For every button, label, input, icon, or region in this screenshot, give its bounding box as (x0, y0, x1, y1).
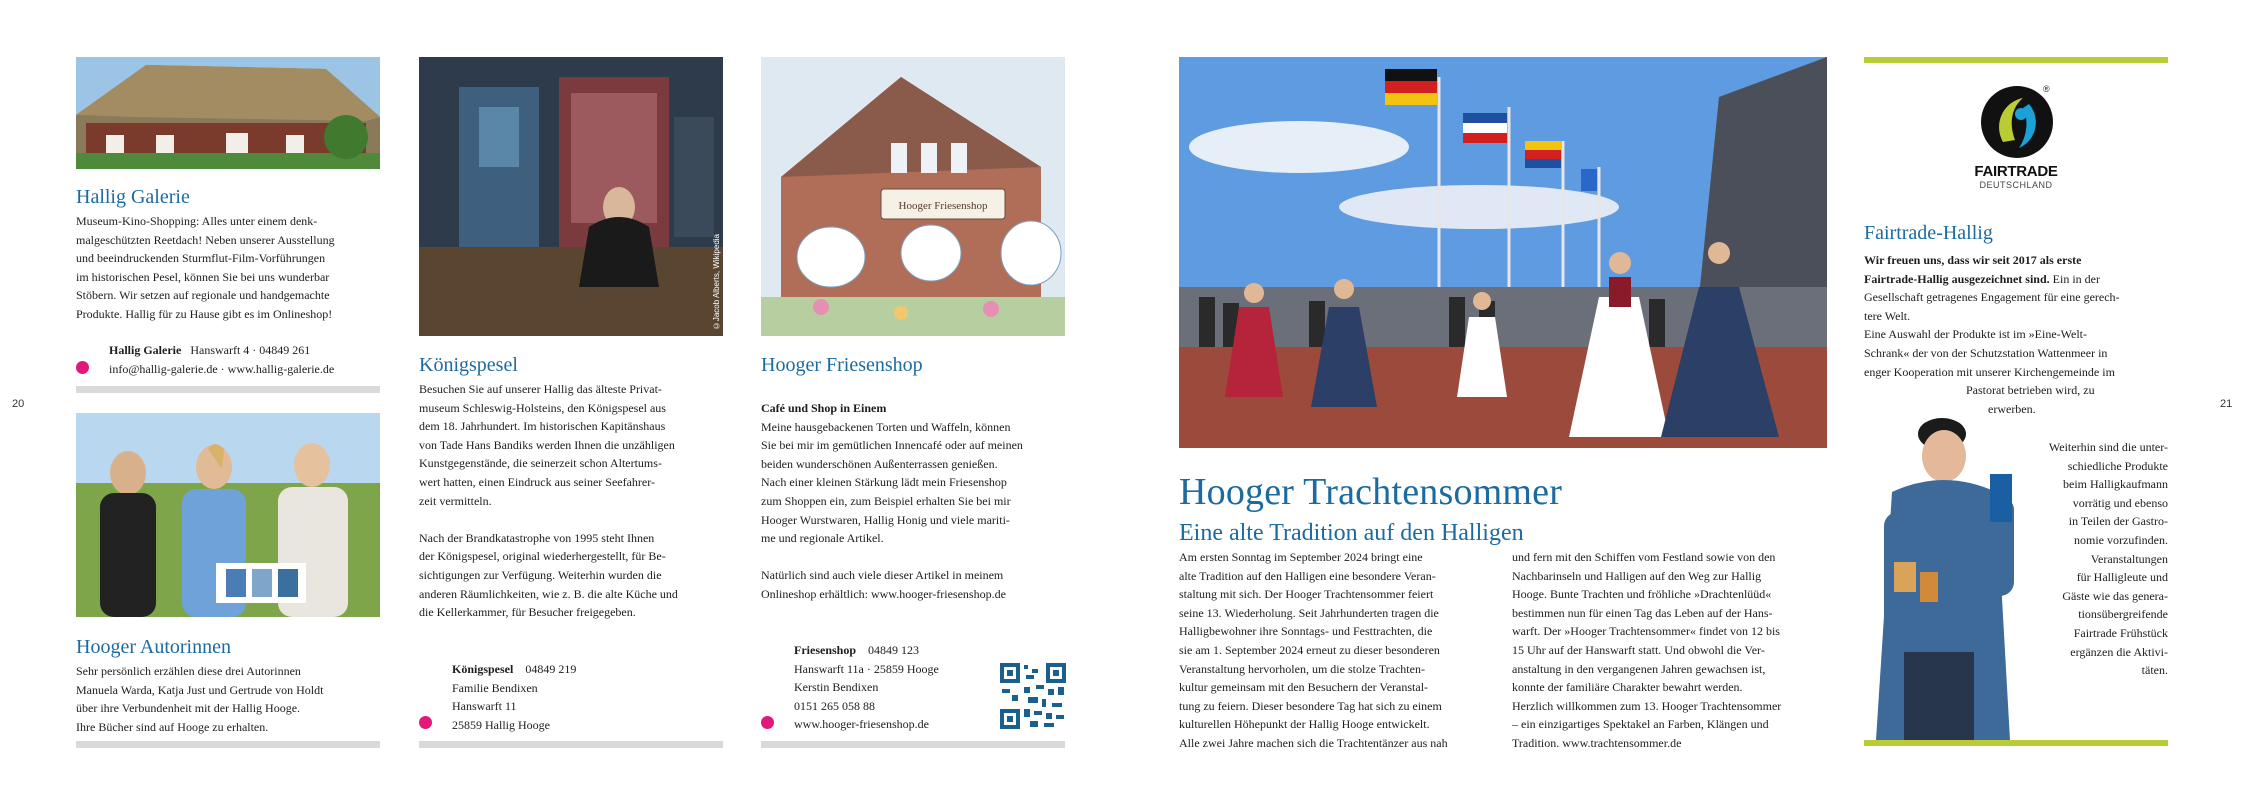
koenigspesel-line: zeit vermitteln. (419, 493, 492, 508)
friesenshop-line: me und regionale Artikel. (761, 531, 884, 546)
koenigspesel-contact-line: Hanswarft 11 (452, 699, 517, 714)
koenigspesel-contact-line: 25859 Hallig Hooge (452, 717, 550, 732)
autorinnen-line: Manuela Warda, Katja Just und Gertrude von Holdt (76, 682, 324, 697)
trachten-line: seine 13. Wiederholung. Seit Jahrhunderten tragen die (1179, 605, 1439, 620)
trachten-line: warft. Der »Hooger Trachtensommer« findet von 12 bis (1512, 624, 1780, 639)
fairtrade-line: tionsübergreifende (2078, 607, 2168, 622)
fairtrade-line: enger Kooperation mit unserer Kirchengemeinde im (1864, 364, 2115, 379)
trachten-col2 (1512, 548, 1842, 753)
koenigspesel-contact-name: Königspesel (452, 662, 514, 676)
trachtensommer-photo (1179, 57, 1827, 448)
fairtrade-logo-country: DEUTSCHLAND (1979, 180, 2053, 190)
galerie-contact-web[interactable]: info@hallig-galerie.de · www.hallig-galerie.de (109, 361, 335, 376)
friesenshop-line: Hooger Wurstwaren, Hallig Honig und viele mariti- (761, 512, 1010, 527)
fairtrade-line: Weiterhin sind die unter- (2048, 440, 2168, 454)
fairtrade-line: beim Halligkaufmann (2063, 477, 2168, 492)
friesenshop-contact-name: Friesenshop (794, 643, 857, 657)
friesenshop-contact-web[interactable]: www.hooger-friesenshop.de (794, 717, 929, 732)
friesenshop-contact-phone: 04849 123 (868, 643, 920, 657)
hallig-galerie-photo (76, 57, 380, 169)
koenigspesel-line: der Königspesel, original wiederhergestellt, für Be- (419, 549, 666, 564)
divider-rule (761, 741, 1065, 748)
galerie-line: malgeschützten Reetdach! Neben unserer Ausstellung (76, 232, 335, 247)
fairtrade-line: Pastorat betrieben wird, zu (1966, 383, 2095, 397)
galerie-contact-name: Hallig Galerie (109, 343, 182, 357)
friesenshop-contact-line: 0151 265 058 88 (794, 698, 875, 713)
fairtrade-bold-1: Wir freuen uns, dass wir seit 2017 als erste (1864, 253, 2082, 267)
trachten-line: – ein einzigartiges Spektakel an Farben, Klängen und (1512, 717, 1769, 732)
lime-rule-bottom (1864, 740, 2168, 746)
trachten-line: Hooge. Bunte Trachten und fröhliche »Drachtenlüüd« (1512, 587, 1772, 602)
galerie-contact-address: Hanswarft 4 · 04849 261 (190, 343, 311, 357)
trachten-line: kulturellen Höhepunkt der Hallig Hooge entwickelt. (1179, 717, 1430, 732)
trachten-line: und fern mit den Schiffen vom Festland sowie von den (1512, 550, 1776, 564)
koenigspesel-line: anderen Räumlichkeiten, wie z. B. die alte Küche und (419, 586, 678, 601)
autorinnen-line: Sehr persönlich erzählen diese drei Autorinnen (76, 664, 301, 678)
friesenshop-line: Meine hausgebackenen Torten und Waffeln, können (761, 419, 1011, 434)
friesenshop-illustration (761, 57, 1065, 336)
trachten-line: Nachbarinseln und Halligen auf den Weg zur Hallig (1512, 568, 1762, 583)
koenigspesel-line: museum Schleswig-Holsteins, den Königspesel aus (419, 400, 666, 415)
friesenshop-contact-line: Kerstin Bendixen (794, 680, 879, 695)
trachten-line: bestimmen nun für einen Tag das Leben auf der Hans- (1512, 605, 1773, 620)
trachten-line: Herzlich willkommen zum 13. Hooger Trachtensommer (1512, 698, 1782, 713)
friesenshop-line: Natürlich sind auch viele dieser Artikel in meinem (761, 568, 1004, 583)
divider-rule (76, 386, 380, 393)
fairtrade-title: Fairtrade-Hallig (1864, 222, 1993, 244)
autorinnen-body (76, 662, 386, 736)
friesenshop-line: beiden wunderschönen Außenterrassen genießen. (761, 456, 998, 471)
trachten-col1 (1179, 548, 1509, 753)
koenigspesel-contact-line: Familie Bendixen (452, 680, 538, 695)
trachten-line: Halligbewohner ihre Sonntags- und Festtrachten, die (1179, 624, 1433, 639)
qr-code-icon[interactable] (1000, 663, 1066, 729)
trachten-line: alte Tradition auf den Halligen eine besondere Veran- (1179, 568, 1436, 583)
koenigspesel-line: Besuchen Sie auf unserer Hallig das älteste Privat- (419, 382, 662, 396)
friesenshop-title: Hooger Friesenshop (761, 354, 923, 376)
fairtrade-logo-wordmark: FAIRTRADE (1974, 163, 2058, 180)
friesenshop-body (761, 399, 1081, 604)
autorinnen-line: Ihre Bücher sind auf Hooge zu erhalten. (76, 719, 269, 734)
fairtrade-line: in Teilen der Gastro- (2068, 514, 2168, 529)
galerie-line: Stöbern. Wir setzen auf regionale und handgemachte (76, 288, 330, 303)
fairtrade-line: Gäste wie das genera- (2062, 588, 2168, 603)
autorinnen-photo (76, 413, 380, 617)
divider-rule (419, 741, 723, 748)
trachten-line: Am ersten Sonntag im September 2024 bringt eine (1179, 550, 1423, 564)
friesenshop-contact (794, 641, 994, 734)
fairtrade-body-c (2010, 438, 2168, 680)
fairtrade-line: schiedliche Produkte (2067, 458, 2168, 473)
friesenshop-line: Onlineshop erhältlich: www.hooger-friesenshop.de (761, 586, 1006, 601)
fairtrade-line: vorrätig und ebenso (2072, 495, 2168, 510)
galerie-line: Produkte. Hallig für zu Hause gibt es im Onlineshop! (76, 306, 333, 321)
pink-bullet (76, 361, 89, 374)
fairtrade-person-photo (1864, 392, 2014, 740)
koenigspesel-line: dem 18. Jahrhundert. Im historischen Kapitänshaus (419, 419, 666, 434)
fairtrade-body-b (1966, 381, 2166, 418)
friesenshop-line: Sie bei mir im gemütlichen Innencafé oder auf meinen (761, 438, 1023, 453)
fairtrade-line: Ein in der (2052, 271, 2100, 286)
galerie-body (76, 212, 386, 324)
galerie-line: Museum-Kino-Shopping: Alles unter einem denk- (76, 214, 318, 228)
fairtrade-line: Fairtrade Frühstück (2073, 625, 2168, 640)
trachten-line: sie am 1. September 2024 erneut zu dieser besonderen (1179, 642, 1440, 657)
fairtrade-body (1864, 251, 2184, 381)
fairtrade-line: Veranstaltungen (2090, 551, 2168, 566)
koenigspesel-line: Nach der Brandkatastrophe von 1995 steht Ihnen (419, 530, 655, 545)
autorinnen-line: über ihre Verbundenheit mit der Hallig Hooge. (76, 701, 301, 716)
galerie-line: im historischen Pesel, können Sie bei uns wunderbar (76, 269, 330, 284)
page-number-right: 21 (2220, 398, 2233, 410)
fairtrade-line: täten. (2141, 663, 2168, 678)
koenigspesel-body (419, 380, 739, 622)
koenigspesel-line: Kunstgegenstände, die seinerzeit schon Altertums- (419, 456, 662, 471)
friesenshop-subtitle: Café und Shop in Einem (761, 401, 887, 415)
koenigspesel-contact-phone: 04849 219 (525, 662, 577, 676)
trachten-line: anstaltung in den vergangenen Jahren gewachsen ist, (1512, 661, 1766, 676)
trachten-line: Tradition. www.trachtensommer.de (1512, 735, 1682, 750)
trachten-line: Alle zwei Jahre machen sich die Trachtentänzer aus nah (1179, 735, 1448, 750)
fairtrade-line: ergänzen die Aktivi- (2070, 644, 2168, 659)
koenigspesel-line: sichtigungen zur Verfügung. Weiterhin wurden die (419, 567, 662, 582)
autorinnen-title: Hooger Autorinnen (76, 636, 231, 658)
trachten-line: Veranstaltung hervorholen, um die stolze Trachten- (1179, 661, 1425, 676)
lime-rule-top (1864, 57, 2168, 63)
trachten-line: konnte der familiäre Charakter bewahrt werden. (1512, 680, 1743, 695)
fairtrade-bold-2: Fairtrade-Hallig ausgezeichnet sind. (1864, 271, 2050, 286)
friesenshop-contact-line: Hanswarft 11a · 25859 Hooge (794, 661, 939, 676)
koenigspesel-line: von Tade Hans Bandiks werden Ihnen die unzähligen (419, 437, 675, 452)
trachten-subtitle: Eine alte Tradition auf den Halligen (1179, 520, 1524, 546)
friesenshop-line: Nach einer kleinen Stärkung lädt mein Friesenshop (761, 475, 1007, 490)
pink-bullet (761, 716, 774, 729)
galerie-line: und beeindruckenden Sturmflut-Film-Vorführungen (76, 251, 326, 266)
friesenshop-line: zum Shoppen ein, zum Beispiel erhalten Sie bei mir (761, 493, 1011, 508)
koenigspesel-line: wert hatten, einen Eindruck aus seiner Seefahrer- (419, 474, 655, 489)
koenigspesel-title: Königspesel (419, 354, 518, 376)
divider-rule (76, 741, 380, 748)
registered-mark: ® (2043, 84, 2050, 94)
photo-credit: ©Jacob Alberts, Wikipedia (712, 233, 721, 330)
koenigspesel-contact (452, 660, 722, 734)
trachten-line: tung zu feiern. Dieser besondere Tag hat sich zu einem (1179, 698, 1442, 713)
trachten-title: Hooger Trachtensommer (1179, 471, 1563, 513)
koenigspesel-line: die Kellerkammer, für Besucher freigegeben. (419, 605, 636, 620)
trachten-line: kultur gemeinsam mit den Besuchern der Veranstal- (1179, 680, 1429, 695)
galerie-title: Hallig Galerie (76, 186, 190, 208)
trachten-line: 15 Uhr auf der Hanswarft statt. Und obwohl die Ver- (1512, 642, 1765, 657)
fairtrade-line: für Halligleute und (2076, 570, 2168, 585)
fairtrade-logo-icon (1979, 84, 2055, 160)
shop-sign: Hooger Friesenshop (898, 200, 988, 212)
trachten-line: staltung mit sich. Der Hooger Trachtensommer feiert (1179, 587, 1434, 602)
fairtrade-line: Schrank« der von der Schutzstation Wattenmeer in (1864, 345, 2108, 360)
fairtrade-line: tere Welt. (1864, 308, 1911, 323)
fairtrade-line: erwerben. (1988, 401, 2036, 416)
fairtrade-line: Eine Auswahl der Produkte ist im »Eine-Welt- (1864, 327, 2087, 342)
galerie-contact (109, 341, 399, 378)
fairtrade-line: Gesellschaft getragenes Engagement für eine gerech- (1864, 290, 2120, 305)
koenigspesel-photo (419, 57, 723, 336)
pink-bullet (419, 716, 432, 729)
page-number-left: 20 (12, 398, 25, 410)
fairtrade-line: nomie vorzufinden. (2074, 532, 2168, 547)
